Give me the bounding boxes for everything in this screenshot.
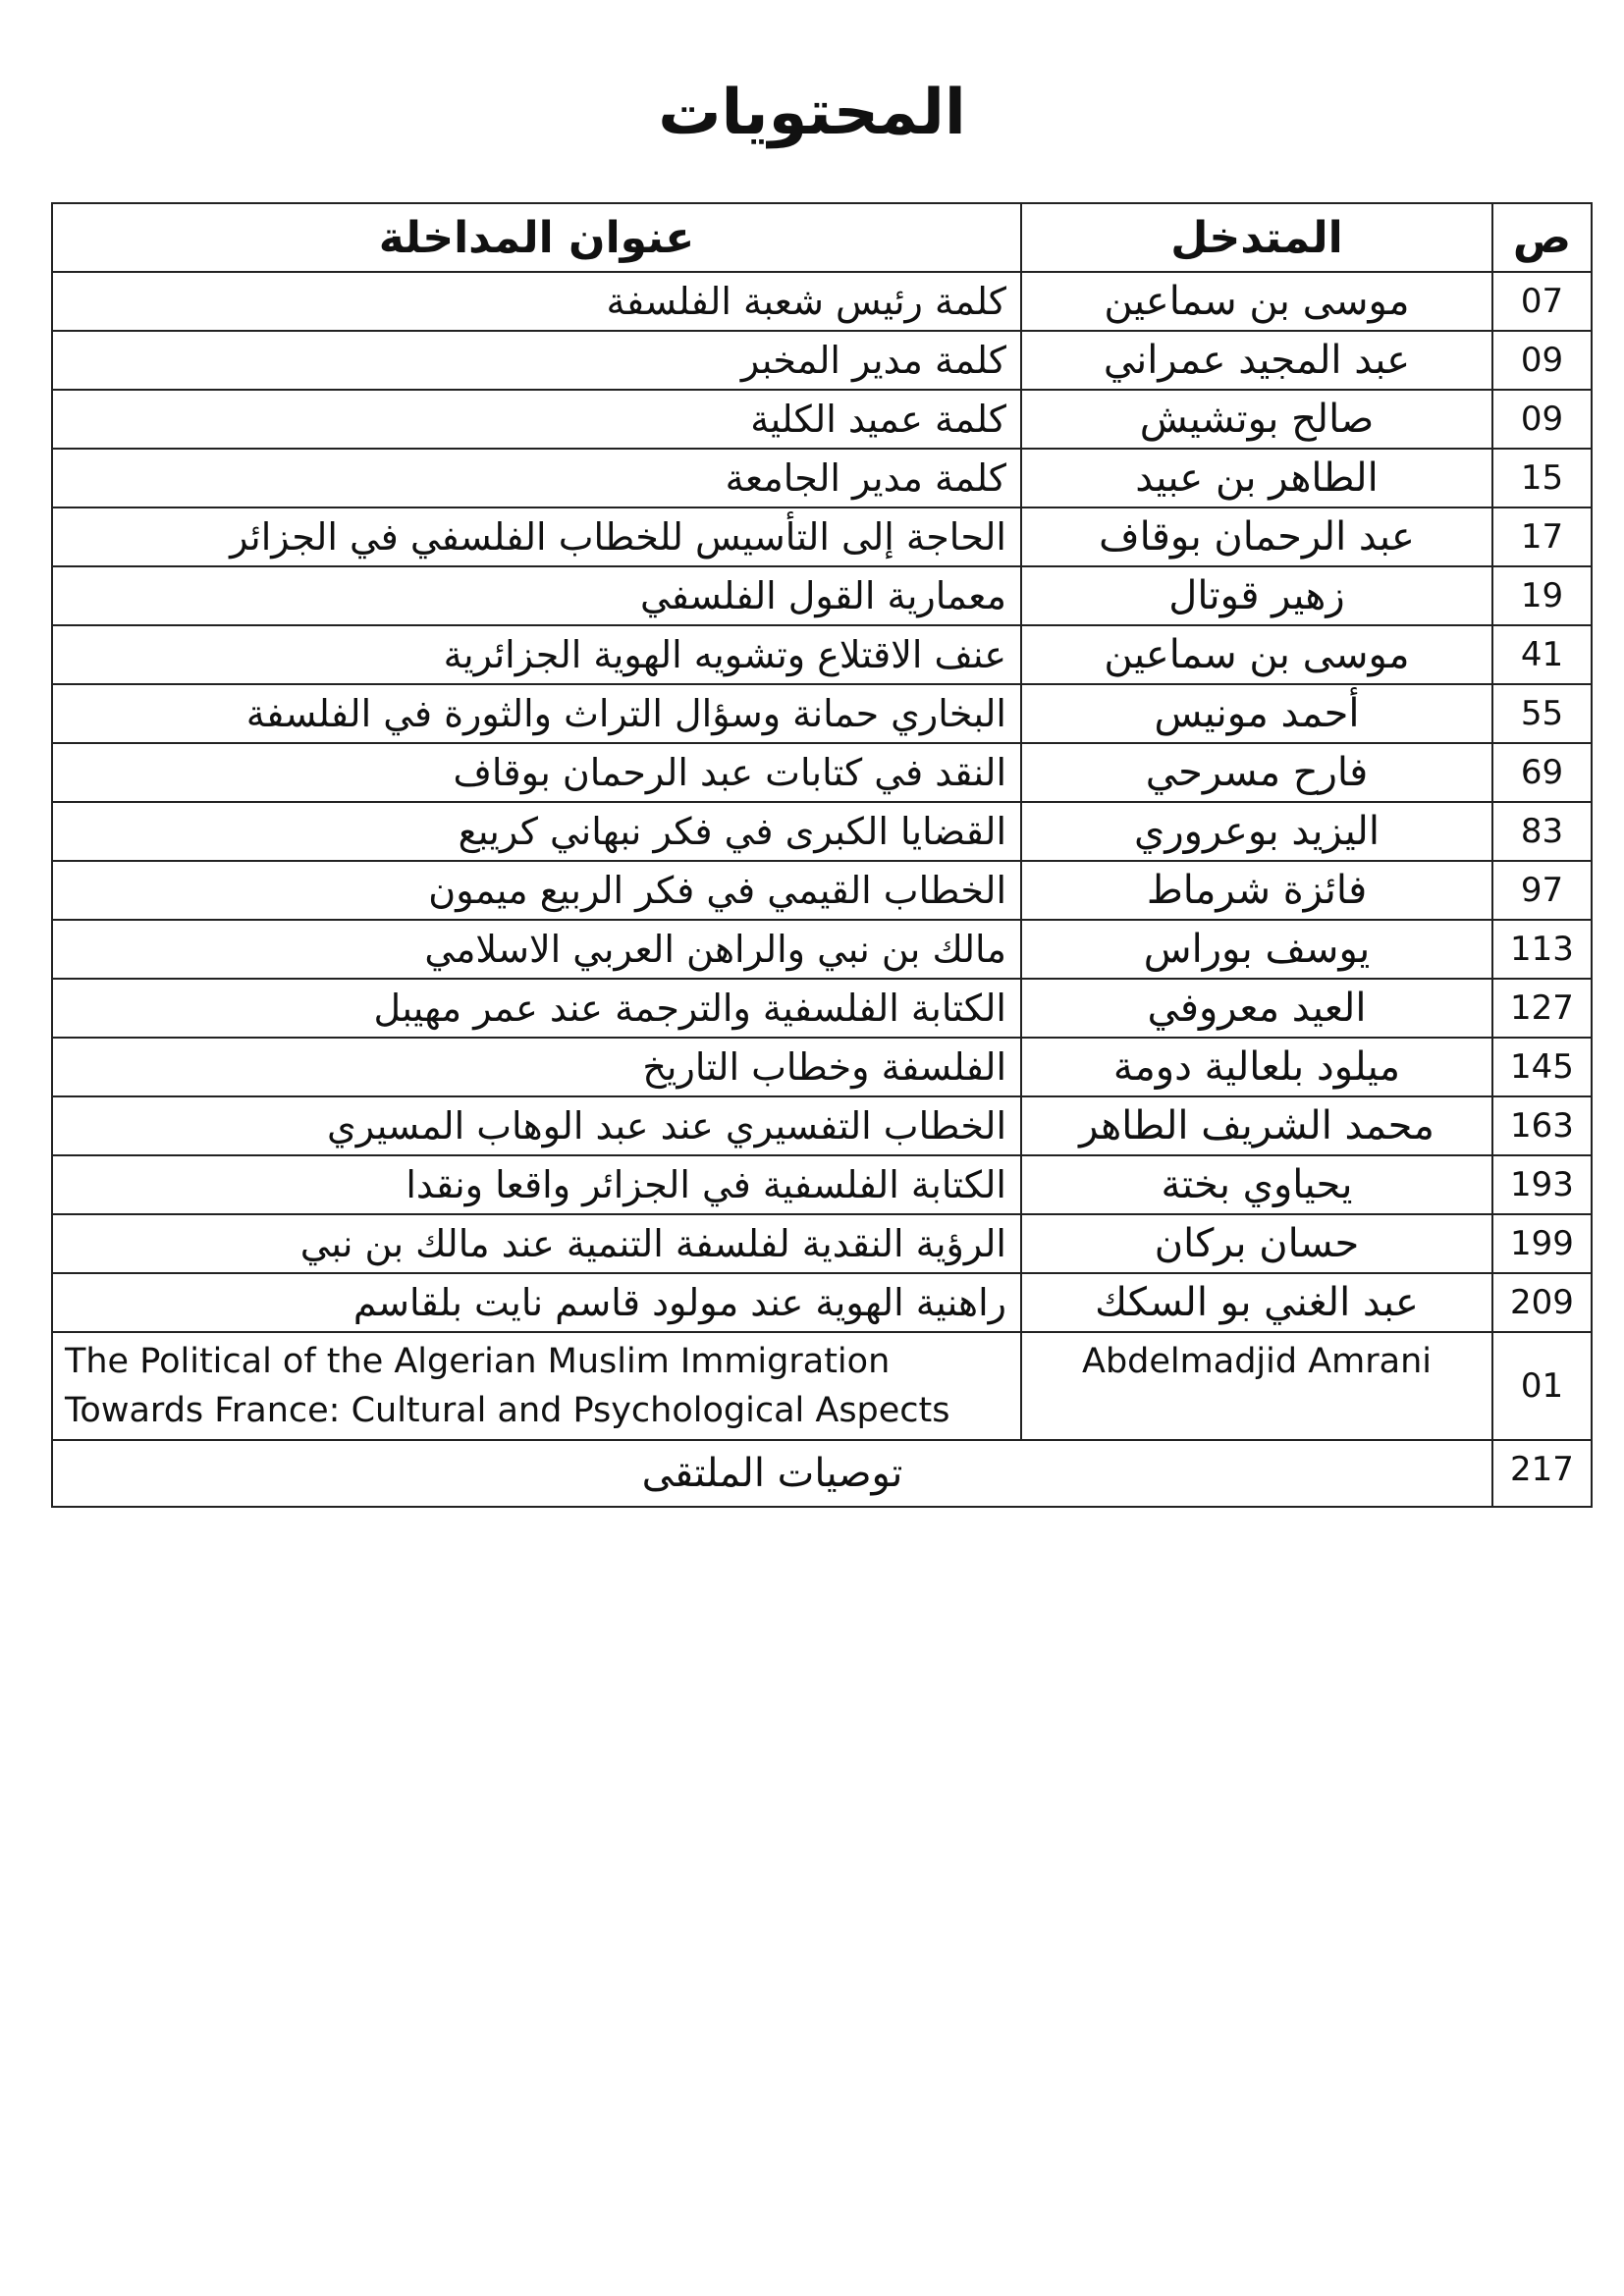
row-title: الرؤية النقدية لفلسفة التنمية عند مالك بن نبي	[52, 1214, 1021, 1273]
row-speaker: فائزة شرماط	[1021, 861, 1492, 920]
row-title: القضايا الكبرى في فكر نبهاني كريبع	[52, 802, 1021, 861]
row-title: النقد في كتابات عبد الرحمان بوقاف	[52, 743, 1021, 802]
row-speaker: اليزيد بوعروري	[1021, 802, 1492, 861]
recommendations-row	[52, 1440, 1592, 1507]
table-row	[52, 1273, 1592, 1332]
english-row-page: 01	[1492, 1332, 1592, 1440]
row-speaker: عبد الرحمان بوقاف	[1021, 507, 1492, 566]
row-title: الكتابة الفلسفية في الجزائر واقعا ونقدا	[52, 1155, 1021, 1214]
row-speaker: يحياوي بختة	[1021, 1155, 1492, 1214]
header-page: ص	[1492, 203, 1592, 272]
english-row-title: The Political of the Algerian Muslim Immigration Towards France: Cultural and Psychological Aspects	[52, 1332, 1021, 1440]
row-page: 127	[1492, 979, 1592, 1038]
contents-table	[51, 202, 1593, 1508]
table-row	[52, 507, 1592, 566]
row-title: الحاجة إلى التأسيس للخطاب الفلسفي في الجزائر	[52, 507, 1021, 566]
header-title: عنوان المداخلة	[52, 203, 1021, 272]
row-page: 209	[1492, 1273, 1592, 1332]
row-speaker: صالح بوتشيش	[1021, 390, 1492, 449]
table-row	[52, 861, 1592, 920]
row-page: 193	[1492, 1155, 1592, 1214]
row-speaker: محمد الشريف الطاهر	[1021, 1096, 1492, 1155]
row-page: 69	[1492, 743, 1592, 802]
row-speaker: موسى بن سماعين	[1021, 625, 1492, 684]
table-row	[52, 566, 1592, 625]
table-row	[52, 743, 1592, 802]
row-page: 199	[1492, 1214, 1592, 1273]
row-speaker: ميلود بلعالية دومة	[1021, 1038, 1492, 1096]
table-row	[52, 625, 1592, 684]
recommendations-page: 217	[1492, 1440, 1592, 1507]
table-row	[52, 802, 1592, 861]
english-row	[52, 1332, 1592, 1440]
row-title: مالك بن نبي والراهن العربي الاسلامي	[52, 920, 1021, 979]
row-speaker: موسى بن سماعين	[1021, 272, 1492, 331]
row-page: 113	[1492, 920, 1592, 979]
row-title: الخطاب التفسيري عند عبد الوهاب المسيري	[52, 1096, 1021, 1155]
row-page: 41	[1492, 625, 1592, 684]
table-row	[52, 272, 1592, 331]
table-row	[52, 1038, 1592, 1096]
row-title: كلمة مدير الجامعة	[52, 449, 1021, 507]
table-row	[52, 449, 1592, 507]
table-row	[52, 1155, 1592, 1214]
header-speaker: المتدخل	[1021, 203, 1492, 272]
page-title: المحتويات	[658, 77, 966, 149]
row-speaker: عبد الغني بو السكك	[1021, 1273, 1492, 1332]
table-row	[52, 1214, 1592, 1273]
row-page: 07	[1492, 272, 1592, 331]
row-title: كلمة عميد الكلية	[52, 390, 1021, 449]
row-title: معمارية القول الفلسفي	[52, 566, 1021, 625]
table-row	[52, 684, 1592, 743]
row-title: كلمة رئيس شعبة الفلسفة	[52, 272, 1021, 331]
table-row	[52, 1096, 1592, 1155]
row-title: عنف الاقتلاع وتشويه الهوية الجزائرية	[52, 625, 1021, 684]
row-page: 17	[1492, 507, 1592, 566]
row-speaker: أحمد مونيس	[1021, 684, 1492, 743]
table-row	[52, 920, 1592, 979]
table-row	[52, 331, 1592, 390]
recommendations-title: توصيات الملتقى	[52, 1440, 1492, 1507]
row-title: الخطاب القيمي في فكر الربيع ميمون	[52, 861, 1021, 920]
row-title: الفلسفة وخطاب التاريخ	[52, 1038, 1021, 1096]
row-page: 15	[1492, 449, 1592, 507]
row-title: كلمة مدير المخبر	[52, 331, 1021, 390]
row-page: 163	[1492, 1096, 1592, 1155]
row-page: 145	[1492, 1038, 1592, 1096]
row-page: 55	[1492, 684, 1592, 743]
row-title: البخاري حمانة وسؤال التراث والثورة في الفلسفة	[52, 684, 1021, 743]
row-page: 09	[1492, 390, 1592, 449]
row-speaker: فارح مسرحي	[1021, 743, 1492, 802]
english-row-speaker: Abdelmadjid Amrani	[1021, 1332, 1492, 1440]
row-title: راهنية الهوية عند مولود قاسم نايت بلقاسم	[52, 1273, 1021, 1332]
table-header-row	[52, 203, 1592, 272]
row-speaker: حسان بركان	[1021, 1214, 1492, 1273]
row-page: 83	[1492, 802, 1592, 861]
table-row	[52, 390, 1592, 449]
table-row	[52, 979, 1592, 1038]
row-speaker: الطاهر بن عبيد	[1021, 449, 1492, 507]
row-page: 09	[1492, 331, 1592, 390]
row-speaker: زهير قوتال	[1021, 566, 1492, 625]
row-speaker: عبد المجيد عمراني	[1021, 331, 1492, 390]
row-page: 97	[1492, 861, 1592, 920]
row-speaker: العيد معروفي	[1021, 979, 1492, 1038]
row-title: الكتابة الفلسفية والترجمة عند عمر مهيبل	[52, 979, 1021, 1038]
row-speaker: يوسف بوراس	[1021, 920, 1492, 979]
row-page: 19	[1492, 566, 1592, 625]
